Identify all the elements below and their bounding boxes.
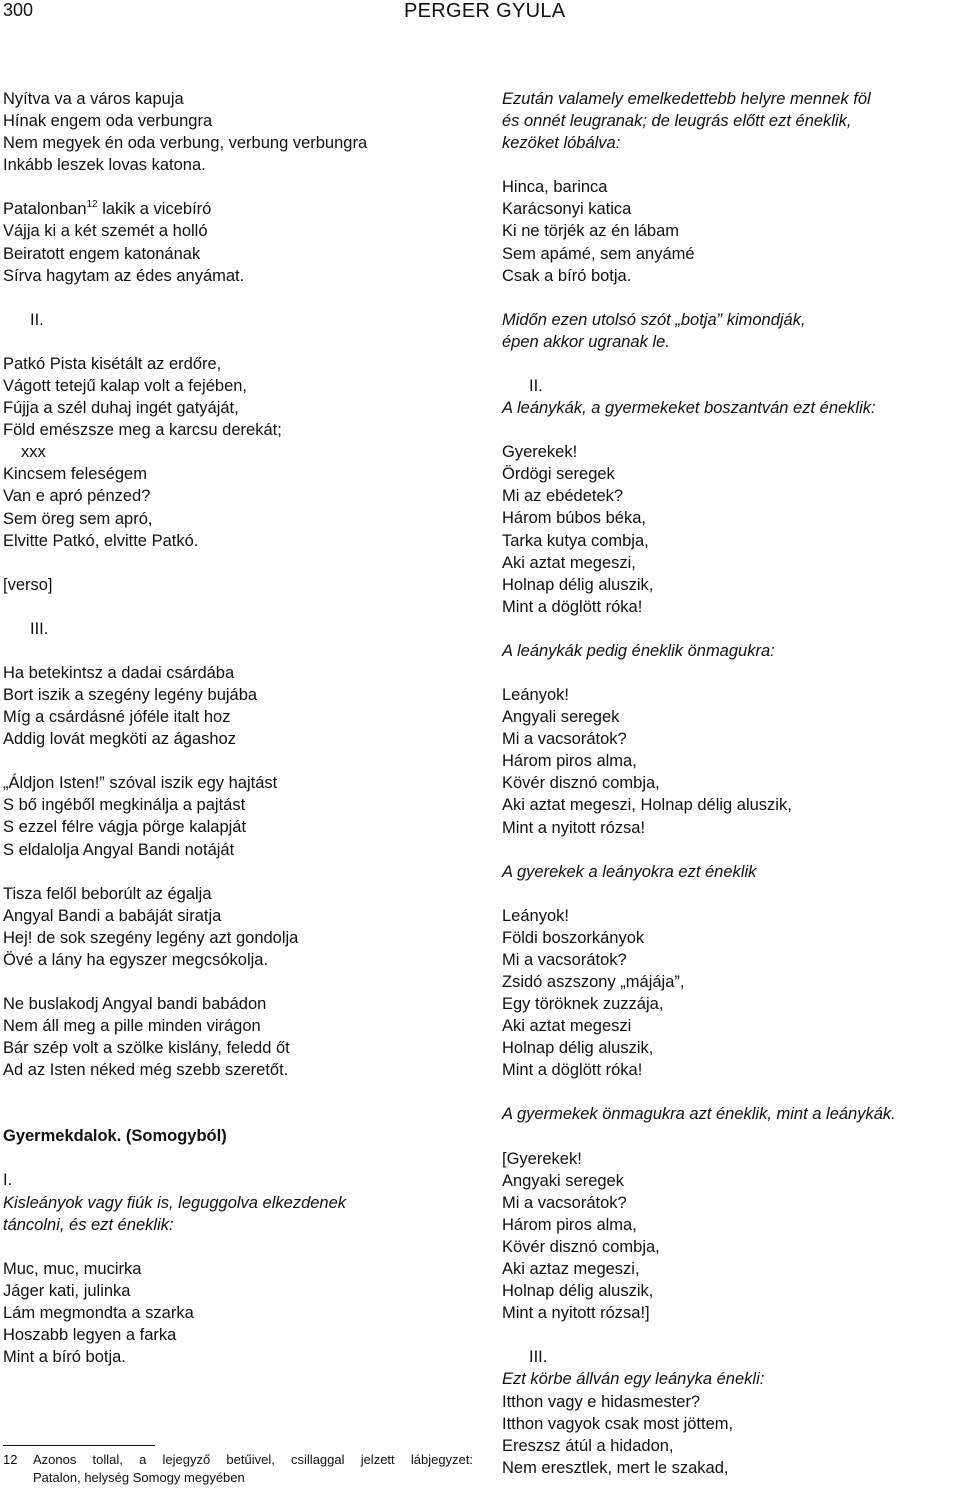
verso-note: [verso] (3, 575, 53, 594)
poem-stanza (502, 1391, 960, 1479)
poem-line: Holnap délig aluszik, (502, 1282, 654, 1301)
poem-line: Addig lovát megköti az ágashoz (3, 730, 236, 749)
poem-line: Sem apámé, sem anyámé (502, 244, 695, 263)
poem-line: Patkó Pista kisétált az erdőre, (3, 354, 222, 373)
poem-line: [Gyerekek! (502, 1149, 582, 1168)
poem-line: Mint a nyitott rózsa! (502, 818, 646, 837)
instruction-line: A gyerekek a leányokra ezt éneklik (502, 862, 757, 881)
poem-line: Holnap délig aluszik, (502, 575, 654, 594)
poem-line: Kövér disznó combja, (502, 1237, 660, 1256)
footnote-reference: 12 (86, 198, 98, 210)
footnote-text (33, 1451, 473, 1487)
poem-line: Inkább leszek lovas katona. (3, 156, 206, 175)
poem-line: Ha betekintsz a dadai csárdába (3, 663, 235, 682)
instruction-text (3, 1192, 483, 1236)
poem-line: Három piros alma, (502, 1215, 637, 1234)
poem-line: Ad az Isten néked még szebb szeretőt. (3, 1061, 289, 1080)
poem-line: Három piros alma, (502, 752, 637, 771)
instruction-line: táncolni, és ezt éneklik: (3, 1215, 174, 1234)
line-text: Patalonban (3, 200, 87, 219)
poem-line: Aki aztaz megeszi, (502, 1260, 640, 1279)
poem-line: Ördögi seregek (502, 465, 615, 484)
poem-line: Aki aztat megeszi, (502, 553, 636, 572)
poem-line: Tarka kutya combja, (502, 531, 649, 550)
poem-line: Tisza felől beborúlt az égalja (3, 884, 212, 903)
page-number: 300 (3, 0, 34, 20)
poem-line: Zsidó aszszony „májája”, (502, 973, 685, 991)
poem-line: Beiratott engem katonának (3, 244, 201, 263)
instruction-line: A leánykák, a gyermekeket boszantván ezt éneklik: (502, 399, 876, 418)
section-number: II. (529, 376, 543, 395)
instruction-line: Kisleányok vagy fiúk is, leguggolva elkezdenek (3, 1193, 347, 1212)
instruction-line: A gyermekek önmagukra azt éneklik, mint a leánykák. (502, 1105, 896, 1124)
poem-line: Hínak engem oda verbungra (3, 112, 213, 131)
line-text: lakik a vicebíró (97, 200, 212, 219)
poem-line: Ne buslakodj Angyal bandi babádon (3, 995, 267, 1013)
left-column (3, 88, 483, 1390)
poem-line: Földi boszorkányok (502, 928, 645, 947)
poem-line: Egy töröknek zuzzája, (502, 995, 664, 1014)
poem-line: Jáger kati, julinka (3, 1281, 131, 1300)
poem-line: Angyal Bandi a babáját siratja (3, 906, 222, 925)
instruction-line: és onnét leugranak; de leugrás előtt ezt éneklik, (502, 112, 852, 131)
poem-line: S ezzel félre vágja pörge kalapját (3, 818, 247, 837)
footnote (3, 1451, 473, 1487)
instruction-text (502, 397, 960, 419)
instruction-line: Ezután valamely emelkedettebb helyre mennek föl (502, 90, 871, 108)
poem-stanza (3, 883, 483, 971)
poem-line: Mi az ebédetek? (502, 487, 624, 506)
instruction-line: kezöket lóbálva: (502, 134, 621, 153)
poem-line: Vájja ki a két szemét a holló (3, 222, 208, 241)
instruction-text (502, 309, 960, 353)
poem-line: Fújja a szél duhaj ingét gatyáját, (3, 399, 239, 418)
poem-line: Lám megmondta a szarka (3, 1303, 194, 1322)
poem-line: Van e apró pénzed? (3, 487, 151, 506)
poem-stanza (3, 993, 483, 1081)
poem-line: Bort iszik a szegény legény bujába (3, 685, 258, 704)
poem-line: Angyaki seregek (502, 1171, 624, 1190)
poem-line: Holnap délig aluszik, (502, 1039, 654, 1058)
poem-stanza (502, 441, 960, 618)
poem-line: Hoszabb legyen a farka (3, 1326, 177, 1345)
poem-line: Föld emészsze meg a karcsu derekát; (3, 421, 282, 440)
section-number: I. (3, 1171, 13, 1190)
poem-line: Mi a vacsorátok? (502, 950, 627, 969)
section-number: III. (30, 619, 49, 638)
poem-line: Itthon vagy e hidasmester? (502, 1392, 701, 1411)
footnote-line: Patalon, helység Somogy megyében (33, 1470, 245, 1485)
poem-line: Gyerekek! (502, 443, 578, 462)
poem-stanza (502, 1148, 960, 1325)
poem-line: Övé a lány ha egyszer megcsókolja. (3, 950, 269, 969)
poem-line: Mint a nyitott rózsa!] (502, 1304, 650, 1323)
poem-stanza (502, 684, 960, 839)
poem-line (3, 198, 483, 220)
poem-line: „Áldjon Isten!” szóval iszik egy hajtást (3, 774, 278, 793)
poem-stanza (502, 176, 960, 286)
instruction-line: épen akkor ugranak le. (502, 332, 670, 351)
poem-line: Sírva hagytam az édes anyámat. (3, 266, 245, 285)
footnote-number: 12 (3, 1452, 18, 1467)
poem-line: Ki ne törjék az én lábam (502, 222, 680, 241)
poem-stanza (3, 353, 483, 552)
poem-line: Aki aztat megeszi (502, 1017, 632, 1036)
poem-line: Mi a vacsorátok? (502, 1193, 627, 1212)
poem-line: Angyali seregek (502, 708, 620, 727)
poem-line: Három búbos béka, (502, 509, 646, 528)
poem-line: Csak a bíró botja. (502, 266, 632, 285)
poem-line: S bő ingéből megkinálja a pajtást (3, 796, 246, 815)
poem-line: Aki aztat megeszi, Holnap délig aluszik, (502, 796, 792, 815)
instruction-line: Midőn ezen utolsó szót „botja” kimondják, (502, 310, 806, 329)
poem-line: Hej! de sok szegény legény azt gondolja (3, 928, 299, 947)
footnote-line: Azonos tollal, a lejegyző betűivel, csillaggal jelzett lábjegyzet: (33, 1452, 473, 1467)
poem-stanza (502, 905, 960, 1082)
poem-line: Ereszsz átúl a hidadon, (502, 1436, 674, 1455)
instruction-text (502, 861, 960, 883)
right-column (502, 88, 960, 1501)
poem-line: Nyítva va a város kapuja (3, 90, 184, 108)
poem-line: Nem áll meg a pille minden virágon (3, 1017, 261, 1036)
poem-stanza (3, 772, 483, 860)
poem-line: Leányok! (502, 906, 569, 925)
instruction-text (502, 88, 960, 154)
poem-line: Vágott tetejű kalap volt a fejében, (3, 376, 248, 395)
instruction-text (502, 1103, 960, 1125)
instruction-text (502, 640, 960, 662)
poem-line: Mint a döglött róka! (502, 597, 643, 616)
poem-line: Muc, muc, mucirka (3, 1259, 142, 1278)
section-number: III. (529, 1348, 548, 1367)
instruction-line: A leánykák pedig éneklik önmagukra: (502, 641, 775, 660)
separator-mark: xxx (21, 443, 46, 462)
poem-line: Sem öreg sem apró, (3, 509, 153, 528)
poem-line: Elvitte Patkó, elvitte Patkó. (3, 531, 199, 550)
section-number: II. (30, 310, 44, 329)
section-heading: Gyermekdalok. (Somogyból) (3, 1127, 227, 1146)
poem-line: Kincsem feleségem (3, 465, 147, 484)
poem-line: Nem eresztlek, mert le szakad, (502, 1458, 729, 1477)
poem-line: Leányok! (502, 685, 569, 704)
poem-line: Itthon vagyok csak most jöttem, (502, 1414, 734, 1433)
poem-line: Karácsonyi katica (502, 200, 632, 219)
poem-line: Hinca, barinca (502, 178, 608, 197)
poem-line: S eldalolja Angyal Bandi notáját (3, 840, 235, 859)
poem-stanza (3, 88, 483, 176)
poem-stanza (3, 198, 483, 286)
poem-line: Mint a döglött róka! (502, 1061, 643, 1080)
poem-stanza (3, 1258, 483, 1368)
poem-line: Bár szép volt a szölke kislány, feledd őt (3, 1039, 290, 1058)
poem-stanza (3, 662, 483, 750)
running-head: PERGER GYULA (404, 0, 566, 22)
poem-line: Mint a bíró botja. (3, 1348, 126, 1367)
poem-line: Nem megyek én oda verbung, verbung verbungra (3, 134, 368, 153)
poem-line: Mi a vacsorátok? (502, 730, 627, 749)
poem-line: Míg a csárdásné jóféle italt hoz (3, 708, 231, 727)
footnote-rule (3, 1445, 155, 1446)
instruction-text: Ezt körbe állván egy leányka énekli: (502, 1370, 765, 1389)
poem-line: Kövér disznó combja, (502, 774, 660, 793)
